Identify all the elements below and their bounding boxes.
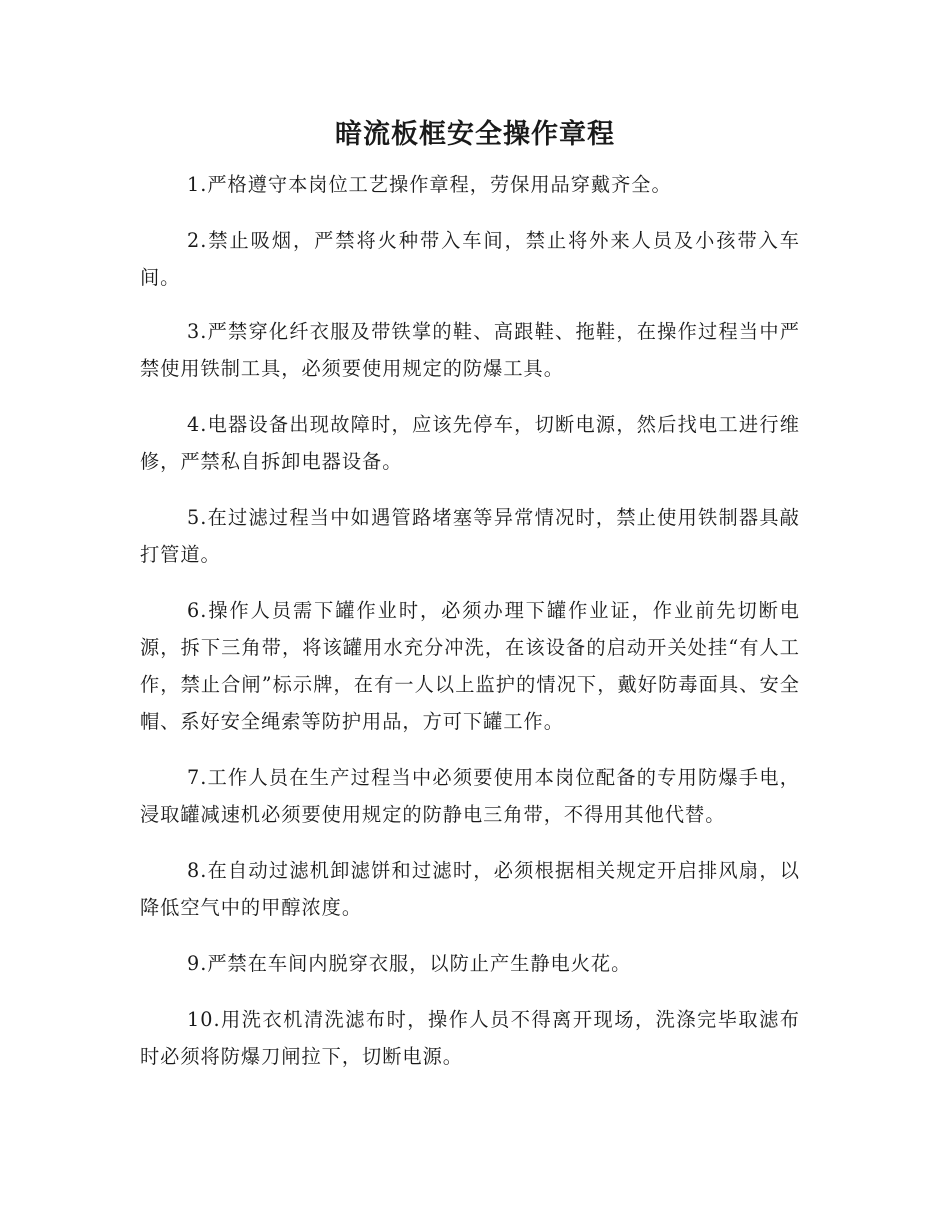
paragraph-6: 6.操作人员需下罐作业时，必须办理下罐作业证，作业前先切断电源，拆下三角带，将该罐用水充分冲洗，在该设备的启动开关处挂“有人工作，禁止合闸”标示牌，在有一人以上监护的情况下，戴好防毒面具、安全帽、系好安全绳索等防护用品，方可下罐工作。 xyxy=(140,599,800,733)
paragraph-8: 8.在自动过滤机卸滤饼和过滤时，必须根据相关规定开启排风扇，以降低空气中的甲醇浓度。 xyxy=(140,859,800,919)
paragraph-4: 4.电器设备出现故障时，应该先停车，切断电源，然后找电工进行维修，严禁私自拆卸电器设备。 xyxy=(140,413,800,473)
paragraph-9: 9.严禁在车间内脱穿衣服，以防止产生静电火花。 xyxy=(187,952,632,975)
paragraph-2: 2.禁止吸烟，严禁将火种带入车间，禁止将外来人员及小孩带入车间。 xyxy=(140,229,800,289)
paragraph-5: 5.在过滤过程当中如遇管路堵塞等异常情况时，禁止使用铁制器具敲打管道。 xyxy=(140,506,800,566)
paragraph-10: 10.用洗衣机清洗滤布时，操作人员不得离开现场，洗涤完毕取滤布时必须将防爆刀闸拉下，切断电源。 xyxy=(140,1008,800,1068)
paragraph-7: 7.工作人员在生产过程当中必须要使用本岗位配备的专用防爆手电，浸取罐减速机必须要使用规定的防静电三角带，不得用其他代替。 xyxy=(140,766,800,826)
document-body xyxy=(140,166,800,1094)
document-title: 暗流板框安全操作章程 xyxy=(335,119,615,150)
paragraph-3: 3.严禁穿化纤衣服及带铁掌的鞋、高跟鞋、拖鞋，在操作过程当中严禁使用铁制工具，必须要使用规定的防爆工具。 xyxy=(140,320,800,380)
paragraph-1: 1.严格遵守本岗位工艺操作章程，劳保用品穿戴齐全。 xyxy=(187,173,672,196)
